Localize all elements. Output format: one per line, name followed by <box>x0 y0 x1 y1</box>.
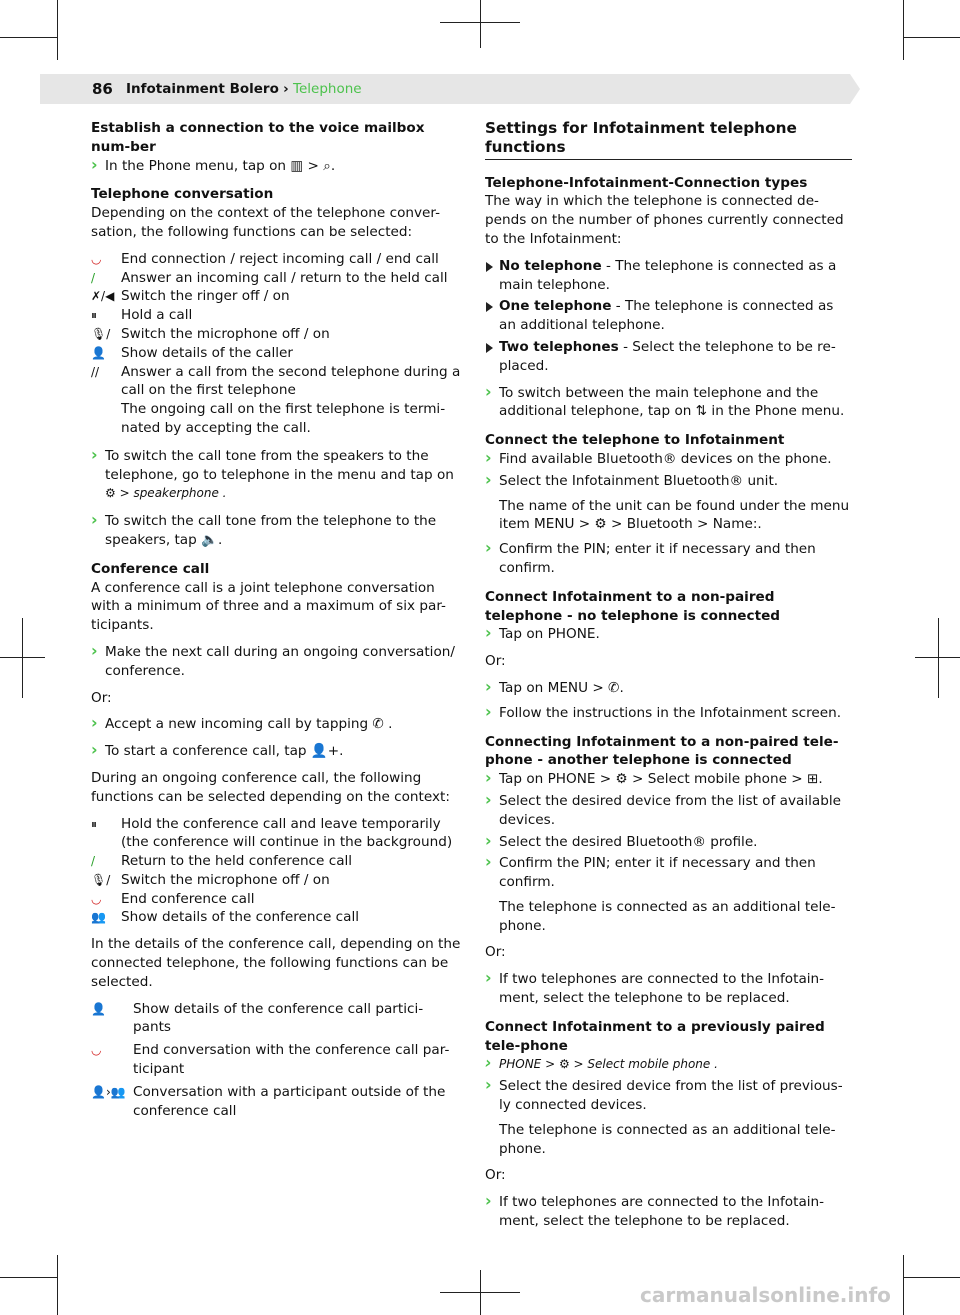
crop-mark <box>57 1255 58 1315</box>
nonpaired-step: › Follow the instructions in the Infotainment screen. <box>485 704 852 723</box>
previous-note: The telephone is connected as an additional tele-phone. <box>499 1121 836 1157</box>
nonpaired-heading: Connect Infotainment to a non-paired telephone - no telephone is connected <box>485 588 781 624</box>
crop-mark <box>480 0 481 48</box>
conference-during: During an ongoing conference call, the following functions can be selected depending on the context: <box>91 769 450 805</box>
function-item: 🎙/ Switch the microphone off / on <box>91 325 330 342</box>
types-intro: The way in which the telephone is connected de-pends on the number of phones currently connected to the Infotainment: <box>485 193 844 247</box>
left-column <box>91 119 461 1120</box>
or-label: Or: <box>485 1167 506 1184</box>
nonpaired-step: › Tap on PHONE. <box>485 625 852 644</box>
crop-mark <box>903 1255 904 1315</box>
crop-mark <box>0 657 45 658</box>
function-item: 👤 Show details of the conference call partici-pants <box>91 1000 424 1036</box>
end-call-icon: ◡ <box>91 1043 102 1058</box>
connect-heading: Connect the telephone to Infotainment <box>485 432 785 449</box>
details-function-list <box>91 1000 461 1121</box>
conversation-heading: Telephone conversation <box>91 186 274 203</box>
function-item: // Answer a call from the second telephone during a call on the first telephone <box>91 363 461 399</box>
mailbox-heading: Establish a connection to the voice mailbox num-ber <box>91 120 425 155</box>
crop-mark <box>938 618 939 698</box>
or-label: Or: <box>485 944 506 961</box>
connect-step: › Find available Bluetooth® devices on the phone. <box>485 450 852 469</box>
conference-function-list <box>91 815 461 928</box>
another-step: › Tap on PHONE > ⚙ > Select mobile phone > ⊞. <box>485 770 852 789</box>
or-label: Or: <box>91 689 112 706</box>
hold-icon: ⏸ <box>91 816 98 831</box>
another-step: › If two telephones are connected to the Infotain-ment, select the telephone to be replaced. <box>485 970 852 1008</box>
previous-heading: Connect Infotainment to a previously paired tele-phone <box>485 1018 825 1054</box>
function-item: 👤›👥 Conversation with a participant outside of the conference call <box>91 1083 446 1119</box>
conference-heading: Conference call <box>91 560 210 577</box>
end-call-icon: ◡ <box>91 891 102 906</box>
mailbox-step: › In the Phone menu, tap on ▥ > ⌕. <box>91 157 461 176</box>
conference-step-3: › To start a conference call, tap 👤+. <box>91 742 461 761</box>
types-heading: Telephone-Infotainment-Connection types <box>485 174 808 191</box>
crop-mark <box>440 1292 520 1293</box>
answer-call-icon: / <box>91 270 96 285</box>
another-step: › Select the desired device from the list of available devices. <box>485 792 852 830</box>
type-item: No telephone - The telephone is connected as a main telephone. <box>485 257 852 295</box>
microphone-icon: 🎙/ <box>91 326 111 341</box>
function-item: ⏸ Hold the conference call and leave temporarily (the conference will continue in the background) <box>91 815 453 851</box>
crop-mark <box>903 0 904 60</box>
conversation-intro: Depending on the context of the telephone conver-sation, the following functions can be selected: <box>91 205 441 240</box>
person-icon: 👤 <box>91 345 106 360</box>
crop-mark <box>22 618 23 698</box>
conference-step-2: › Accept a new incoming call by tapping ✆ . <box>91 715 461 734</box>
split-call-icon: 👤›👥 <box>91 1084 126 1099</box>
breadcrumb <box>126 81 362 97</box>
crop-mark <box>0 37 57 38</box>
type-item: Two telephones - Select the telephone to be re-placed. <box>485 338 852 376</box>
function-item: 👤 Show details of the caller <box>91 344 293 361</box>
crop-mark <box>57 0 58 60</box>
another-heading: Connecting Infotainment to a non-paired tele-phone - another telephone is connected <box>485 733 839 769</box>
breadcrumb-subsection: Telephone <box>293 81 362 97</box>
header-bar-tip <box>850 74 860 104</box>
function-item: ◡ End conversation with the conference call par-ticipant <box>91 1042 450 1078</box>
function-item: 👥 Show details of the conference call <box>91 909 360 926</box>
previous-step: › Select the desired device from the list of previous-ly connected devices. <box>485 1077 852 1115</box>
conference-intro: A conference call is a joint telephone conversation with a minimum of three and a maximum of six par-ticipants. <box>91 579 446 634</box>
or-label: Or: <box>485 653 506 670</box>
function-item: / Return to the held conference call <box>91 853 353 870</box>
person-icon: 👤 <box>91 1001 106 1016</box>
speaker-step-2: › To switch the call tone from the telephone to the speakers, tap 🔈. <box>91 512 461 550</box>
nonpaired-step: › Tap on MENU > ✆. <box>485 679 852 698</box>
details-intro: In the details of the conference call, depending on the connected telephone, the following functions can be selected. <box>91 936 461 990</box>
function-item: ◡ End conference call <box>91 890 255 907</box>
crop-mark <box>0 1277 57 1278</box>
ringer-icon: ✗/◀ <box>91 289 115 304</box>
microphone-icon: 🎙/ <box>91 872 111 887</box>
right-column <box>485 119 852 1231</box>
connect-step: › Select the Infotainment Bluetooth® unit. <box>485 472 852 491</box>
previous-step: › If two telephones are connected to the Infotain-ment, select the telephone to be replaced. <box>485 1193 852 1231</box>
function-note: The ongoing call on the first telephone is termi-nated by accepting the call. <box>121 401 446 436</box>
crop-mark <box>903 37 960 38</box>
conference-step-1: › Make the next call during an ongoing conversation/ conference. <box>91 643 461 681</box>
speaker-step-1-path: ⚙ > speakerphone . <box>105 486 227 501</box>
breadcrumb-separator: › <box>283 81 289 97</box>
end-call-icon: ◡ <box>91 251 102 266</box>
answer-call-icon: / <box>91 854 96 869</box>
function-item: ◡ End connection / reject incoming call / end call <box>91 250 439 267</box>
another-step: › Confirm the PIN; enter it if necessary and then confirm. <box>485 854 852 892</box>
crop-mark <box>903 1277 960 1278</box>
section-title: Settings for Infotainment telephone functions <box>485 119 852 160</box>
function-item: 🎙/ Switch the microphone off / on <box>91 871 330 888</box>
breadcrumb-section: Infotainment Bolero <box>126 81 279 97</box>
second-call-icon: // <box>91 364 100 379</box>
function-item: ✗/◀ Switch the ringer off / on <box>91 288 290 305</box>
crop-mark <box>915 657 960 658</box>
speaker-step-1: › To switch the call tone from the speakers to the telephone, go to telephone in the menu and tap on <box>91 447 461 485</box>
another-step: › Select the desired Bluetooth® profile. <box>485 833 852 852</box>
types-list <box>485 257 852 376</box>
group-icon: 👥 <box>91 910 106 925</box>
watermark: carmanualsonline.info <box>640 1283 891 1307</box>
another-note: The telephone is connected as an additional tele-phone. <box>499 898 836 934</box>
function-list <box>91 250 461 438</box>
switch-step: › To switch between the main telephone and the additional telephone, tap on ⇅ in the Phone menu. <box>485 384 852 422</box>
hold-icon: ⏸ <box>91 308 98 323</box>
function-item: / Answer an incoming call / return to the held call <box>91 269 448 286</box>
page-number: 86 <box>92 80 113 98</box>
function-item: ⏸ Hold a call <box>91 307 193 324</box>
connect-note: The name of the unit can be found under the menu item MENU > ⚙ > Bluetooth > Name:. <box>499 497 850 533</box>
type-item: One telephone - The telephone is connected as an additional telephone. <box>485 297 852 335</box>
crop-mark <box>440 22 520 23</box>
connect-confirm: › Confirm the PIN; enter it if necessary and then confirm. <box>485 540 852 578</box>
previous-step: › PHONE > ⚙ > Select mobile phone . <box>485 1055 852 1074</box>
